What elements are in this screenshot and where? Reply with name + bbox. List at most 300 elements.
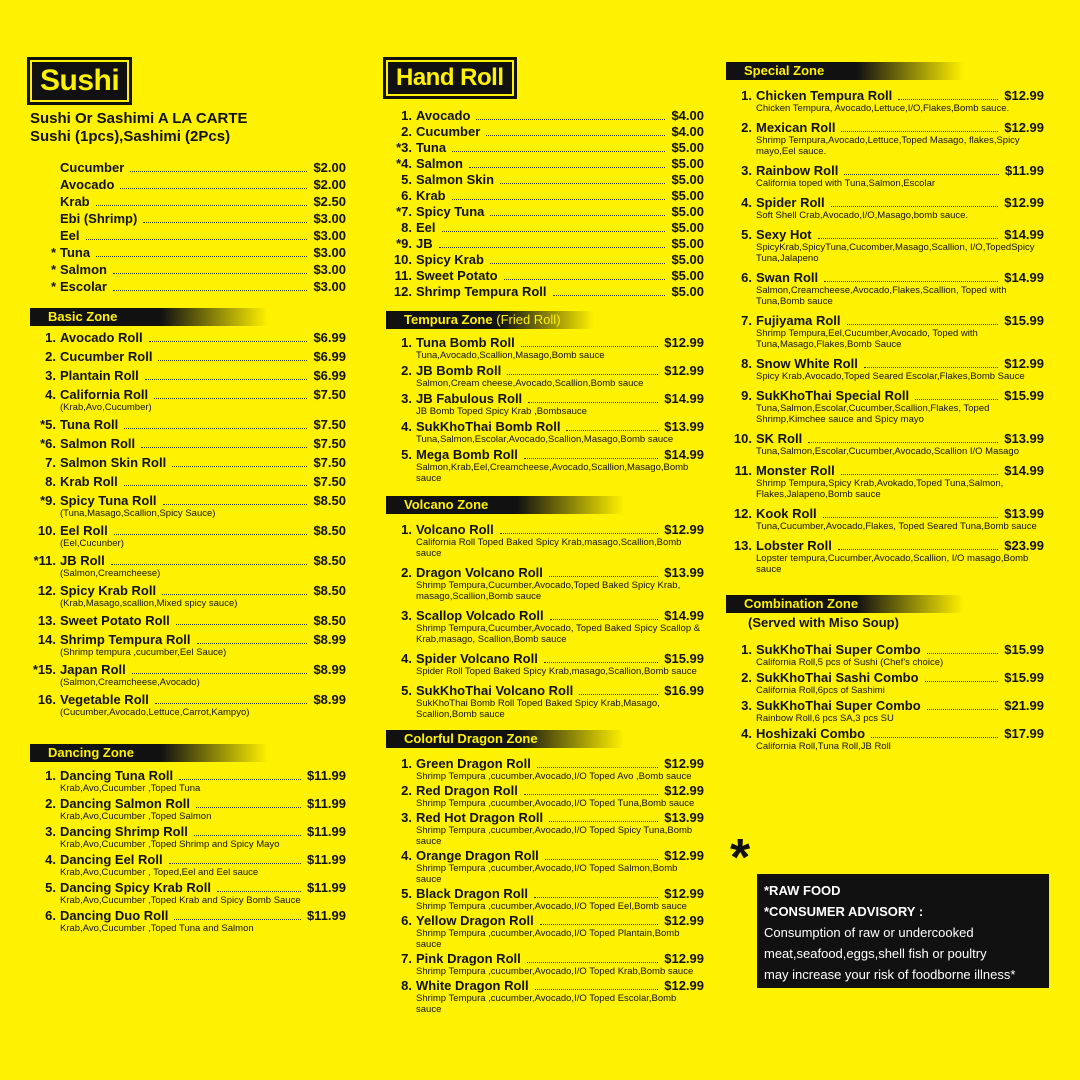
item-price: $4.00 bbox=[671, 108, 704, 123]
item-name: JB Fabulous Roll bbox=[416, 391, 523, 406]
item-name: White Dragon Roll bbox=[416, 978, 529, 993]
item-price: $14.99 bbox=[664, 447, 704, 462]
menu-item bbox=[30, 387, 346, 413]
dotted-leader bbox=[540, 915, 658, 925]
item-number: 6. bbox=[741, 270, 752, 285]
item-name: Green Dragon Roll bbox=[416, 756, 531, 771]
item-name: Dancing Duo Roll bbox=[60, 908, 169, 923]
menu-item bbox=[30, 852, 346, 878]
item-number: 13. bbox=[37, 613, 56, 628]
dotted-leader bbox=[490, 206, 665, 216]
item-name: SukKhoThai Special Roll bbox=[756, 388, 910, 403]
item-price: $12.99 bbox=[664, 363, 704, 378]
menu-item-row bbox=[726, 670, 1044, 685]
item-number: 3. bbox=[401, 608, 412, 623]
item-name: SukKhoThai Volcano Roll bbox=[416, 683, 574, 698]
item-price: $12.99 bbox=[664, 978, 704, 993]
column-middle bbox=[386, 0, 704, 1016]
menu-item bbox=[30, 228, 346, 243]
menu-item bbox=[726, 88, 1044, 114]
item-number: 6. bbox=[401, 913, 412, 928]
item-number: 1. bbox=[741, 642, 752, 657]
menu-item bbox=[386, 810, 704, 847]
combo-zone-list bbox=[726, 642, 1044, 752]
item-price: $12.99 bbox=[664, 951, 704, 966]
dotted-leader bbox=[550, 610, 659, 620]
item-price: $12.99 bbox=[664, 783, 704, 798]
item-name: JB bbox=[416, 236, 433, 251]
item-number: 4. bbox=[401, 651, 412, 666]
item-number: 16. bbox=[37, 692, 56, 707]
menu-item-row bbox=[30, 523, 346, 538]
item-name: Spicy Krab bbox=[416, 252, 484, 267]
dotted-leader bbox=[838, 540, 998, 550]
item-price: $3.00 bbox=[313, 228, 346, 243]
menu-item-row bbox=[386, 391, 704, 406]
item-name: Spider Volcano Roll bbox=[416, 651, 538, 666]
item-price: $3.00 bbox=[313, 245, 346, 260]
menu-item bbox=[30, 455, 346, 470]
item-description: Shrimp Tempura,Cucumber,Avocado, Toped Baked Spicy Scallop & Krab,masago, Scallion,Bomb sauce bbox=[416, 623, 701, 645]
menu-item bbox=[386, 108, 704, 123]
dotted-leader bbox=[844, 165, 999, 175]
asterisk-icon: * bbox=[730, 829, 751, 887]
item-price: $8.99 bbox=[313, 632, 346, 647]
item-description: California Roll,Tuna Roll,JB Roll bbox=[756, 741, 891, 752]
item-price: $5.00 bbox=[671, 220, 704, 235]
menu-item bbox=[30, 908, 346, 934]
dragon-zone-header bbox=[386, 730, 624, 748]
dotted-leader bbox=[524, 785, 658, 795]
item-price: $3.00 bbox=[313, 262, 346, 277]
tempura-zone-header bbox=[386, 311, 594, 329]
volcano-zone-list bbox=[386, 522, 704, 720]
dotted-leader bbox=[927, 700, 999, 710]
item-description: (Krab,Masago,scallion,Mixed spicy sauce) bbox=[60, 598, 238, 609]
dotted-leader bbox=[162, 585, 307, 595]
item-name: SukKhoThai Sashi Combo bbox=[756, 670, 919, 685]
item-price: $5.00 bbox=[671, 284, 704, 299]
dotted-leader bbox=[535, 980, 659, 990]
advisory-text-1: Consumption of raw or undercooked bbox=[764, 925, 974, 940]
menu-item-row bbox=[30, 177, 346, 192]
menu-item-row bbox=[386, 236, 704, 251]
item-name: Cucumber Roll bbox=[60, 349, 153, 364]
special-zone-list bbox=[726, 88, 1044, 575]
dotted-leader bbox=[124, 419, 307, 429]
dotted-leader bbox=[504, 270, 666, 280]
item-number: 2. bbox=[401, 124, 412, 139]
menu-item-row bbox=[726, 642, 1044, 657]
item-name: Salmon Skin Roll bbox=[60, 455, 167, 470]
item-price: $8.99 bbox=[313, 692, 346, 707]
item-price: $5.00 bbox=[671, 268, 704, 283]
item-number: 7. bbox=[741, 313, 752, 328]
advisory-text-2: meat,seafood,eggs,shell fish or poultry bbox=[764, 946, 987, 961]
dotted-leader bbox=[176, 615, 308, 625]
item-price: $8.50 bbox=[313, 613, 346, 628]
item-price: $7.50 bbox=[313, 387, 346, 402]
item-price: $12.99 bbox=[1004, 120, 1044, 135]
item-name: Mexican Roll bbox=[756, 120, 836, 135]
item-number: 3. bbox=[741, 163, 752, 178]
item-description: Shrimp Tempura ,cucumber,Avocado,I/O Toped Tuna,Bomb sauce bbox=[416, 798, 695, 809]
item-description: (Cucumber,Avocado,Lettuce,Carrot,Kampyo) bbox=[60, 707, 250, 718]
dotted-leader bbox=[566, 421, 658, 431]
menu-item bbox=[726, 388, 1044, 425]
item-name: Avocado bbox=[416, 108, 471, 123]
menu-item bbox=[386, 188, 704, 203]
menu-item bbox=[726, 642, 1044, 668]
menu-item-row bbox=[726, 313, 1044, 328]
combo-zone-header bbox=[726, 595, 964, 613]
item-description: Salmon,Creamcheese,Avocado,Flakes,Scallion, Toped with Tuna,Bomb sauce bbox=[756, 285, 1007, 307]
menu-item bbox=[30, 583, 346, 609]
sushi-list bbox=[30, 160, 346, 294]
dancing-zone-header bbox=[30, 744, 268, 762]
menu-item-row bbox=[726, 538, 1044, 553]
dotted-leader bbox=[96, 247, 307, 257]
menu-item bbox=[386, 447, 704, 484]
dotted-leader bbox=[824, 272, 998, 282]
item-price: $17.99 bbox=[1004, 726, 1044, 741]
menu-item-row bbox=[726, 227, 1044, 242]
item-price: $14.99 bbox=[1004, 270, 1044, 285]
menu-item-row bbox=[30, 245, 346, 260]
item-description: Shrimp Tempura ,cucumber,Avocado,I/O Toped Spicy Tuna,Bomb sauce bbox=[416, 825, 693, 847]
advisory-text-3: may increase your risk of foodborne illness* bbox=[764, 967, 1016, 982]
item-name: Cucumber bbox=[60, 160, 125, 175]
menu-item bbox=[386, 608, 704, 645]
item-description: Chicken Tempura, Avocado,Lettuce,I/O,Flakes,Bomb sauce. bbox=[756, 103, 1010, 114]
menu-item-row bbox=[30, 796, 346, 811]
menu-item bbox=[30, 177, 346, 192]
menu-item-row bbox=[386, 447, 704, 462]
item-number: 12. bbox=[733, 506, 752, 521]
item-description: (Shrimp tempura ,cucumber,Eel Sauce) bbox=[60, 647, 227, 658]
item-number: * bbox=[50, 262, 56, 277]
item-name: Ebi (Shrimp) bbox=[60, 211, 138, 226]
menu-item bbox=[386, 683, 704, 720]
item-name: Volcano Roll bbox=[416, 522, 494, 537]
menu-item bbox=[30, 632, 346, 658]
item-name: Eel bbox=[416, 220, 436, 235]
item-number: * bbox=[50, 279, 56, 294]
menu-item bbox=[386, 756, 704, 782]
menu-item bbox=[30, 279, 346, 294]
item-number: 3. bbox=[45, 368, 56, 383]
item-description: (Eel,Cucunber) bbox=[60, 538, 124, 549]
menu-item bbox=[30, 880, 346, 906]
item-price: $5.00 bbox=[671, 140, 704, 155]
item-name: Dancing Shrimp Roll bbox=[60, 824, 188, 839]
item-price: $7.50 bbox=[313, 417, 346, 432]
item-price: $12.99 bbox=[1004, 356, 1044, 371]
item-price: $8.99 bbox=[313, 662, 346, 677]
dotted-leader bbox=[86, 230, 308, 240]
dotted-leader bbox=[527, 953, 659, 963]
item-price: $21.99 bbox=[1004, 698, 1044, 713]
item-number: 8. bbox=[45, 474, 56, 489]
dotted-leader bbox=[194, 826, 301, 836]
menu-item bbox=[30, 262, 346, 277]
item-description: Tuna,Salmon,Escolar,Cucumber,Scallion,Flakes, Toped Shrimp,Kimchee sauce and Spicy mayo bbox=[756, 403, 990, 425]
menu-item-row bbox=[386, 886, 704, 901]
menu-item-row bbox=[386, 140, 704, 155]
item-description: Krab,Avo,Cucumber ,Toped Tuna and Salmon bbox=[60, 923, 254, 934]
basic-zone-list bbox=[30, 330, 346, 718]
menu-item-row bbox=[30, 632, 346, 647]
menu-item bbox=[30, 330, 346, 345]
item-price: $3.00 bbox=[313, 211, 346, 226]
menu-item bbox=[30, 245, 346, 260]
menu-item bbox=[30, 692, 346, 718]
item-name: Pink Dragon Roll bbox=[416, 951, 521, 966]
item-price: $8.50 bbox=[313, 583, 346, 598]
item-name: JB Roll bbox=[60, 553, 105, 568]
basic-zone-header bbox=[30, 308, 268, 326]
item-name: Dragon Volcano Roll bbox=[416, 565, 543, 580]
item-name: Orange Dragon Roll bbox=[416, 848, 539, 863]
menu-item-row bbox=[386, 156, 704, 171]
dotted-leader bbox=[831, 197, 999, 207]
item-price: $15.99 bbox=[1004, 313, 1044, 328]
menu-item-row bbox=[30, 553, 346, 568]
item-price: $11.99 bbox=[306, 880, 346, 895]
item-number: 10. bbox=[37, 523, 56, 538]
item-number: 10. bbox=[393, 252, 412, 267]
item-name: Salmon Skin bbox=[416, 172, 495, 187]
menu-item-row bbox=[386, 810, 704, 825]
item-number: 4. bbox=[45, 852, 56, 867]
item-number: 5. bbox=[741, 227, 752, 242]
menu-item-row bbox=[726, 270, 1044, 285]
dotted-leader bbox=[476, 110, 665, 120]
menu-item-row bbox=[386, 913, 704, 928]
item-name: Sweet Potato Roll bbox=[60, 613, 170, 628]
menu-item-row bbox=[30, 824, 346, 839]
menu-item bbox=[30, 493, 346, 519]
menu-item-row bbox=[386, 172, 704, 187]
dancing-zone-title: Dancing Zone bbox=[48, 745, 134, 760]
menu-item bbox=[386, 783, 704, 809]
menu-item bbox=[386, 252, 704, 267]
item-description: SukKhoThai Bomb Roll Toped Baked Spicy Krab,Masago, Scallion,Bomb sauce bbox=[416, 698, 660, 720]
item-name: Krab Roll bbox=[60, 474, 118, 489]
item-description: Tuna,Avocado,Scallion,Masago,Bomb sauce bbox=[416, 350, 605, 361]
menu-item bbox=[386, 335, 704, 361]
dotted-leader bbox=[163, 495, 308, 505]
menu-item bbox=[30, 436, 346, 451]
tempura-zone-list bbox=[386, 335, 704, 484]
item-number: 1. bbox=[741, 88, 752, 103]
dotted-leader bbox=[155, 694, 308, 704]
item-number: 1. bbox=[45, 768, 56, 783]
item-number: 2. bbox=[401, 363, 412, 378]
dotted-leader bbox=[490, 254, 666, 264]
item-price: $2.00 bbox=[313, 160, 346, 175]
menu-item-row bbox=[726, 120, 1044, 135]
item-price: $12.99 bbox=[1004, 88, 1044, 103]
item-name: SK Roll bbox=[756, 431, 803, 446]
menu-item bbox=[386, 522, 704, 559]
volcano-zone-title: Volcano Zone bbox=[404, 497, 489, 512]
menu-item-row bbox=[386, 108, 704, 123]
menu-item-row bbox=[386, 565, 704, 580]
item-price: $12.99 bbox=[664, 522, 704, 537]
item-number: 1. bbox=[401, 522, 412, 537]
menu-item bbox=[30, 417, 346, 432]
menu-item-row bbox=[30, 692, 346, 707]
menu-item bbox=[726, 163, 1044, 189]
menu-item bbox=[30, 160, 346, 175]
item-name: Krab bbox=[60, 194, 90, 209]
item-price: $12.99 bbox=[664, 848, 704, 863]
dotted-leader bbox=[196, 798, 301, 808]
menu-item-row bbox=[726, 356, 1044, 371]
dotted-leader bbox=[113, 264, 307, 274]
item-price: $13.99 bbox=[1004, 431, 1044, 446]
item-number: 6. bbox=[401, 188, 412, 203]
item-price: $5.00 bbox=[671, 188, 704, 203]
item-price: $15.99 bbox=[1004, 388, 1044, 403]
item-name: SukKhoThai Bomb Roll bbox=[416, 419, 561, 434]
menu-item-row bbox=[386, 651, 704, 666]
item-name: Avocado bbox=[60, 177, 115, 192]
tempura-zone-subtitle: (Fried Roll) bbox=[496, 312, 561, 327]
dotted-leader bbox=[528, 393, 658, 403]
menu-item-row bbox=[30, 583, 346, 598]
item-name: SukKhoThai Super Combo bbox=[756, 642, 921, 657]
item-description: Soft Shell Crab,Avocado,I/O,Masago,bomb sauce. bbox=[756, 210, 969, 221]
item-price: $5.00 bbox=[671, 236, 704, 251]
menu-item-row bbox=[30, 330, 346, 345]
item-price: $6.99 bbox=[313, 368, 346, 383]
menu-item-row bbox=[386, 124, 704, 139]
item-description: Shrimp Tempura ,cucumber,Avocado,I/O Toped Eel,Bomb sauce bbox=[416, 901, 687, 912]
item-number: 12. bbox=[393, 284, 412, 299]
dotted-leader bbox=[579, 685, 658, 695]
item-price: $2.00 bbox=[313, 177, 346, 192]
item-description: (Salmon,Creamcheese,Avocado) bbox=[60, 677, 200, 688]
dotted-leader bbox=[549, 812, 658, 822]
item-name: Spicy Krab Roll bbox=[60, 583, 157, 598]
item-description: Krab,Avo,Cucumber ,Toped Tuna bbox=[60, 783, 201, 794]
menu-item-row bbox=[30, 279, 346, 294]
dancing-zone-list bbox=[30, 768, 346, 934]
item-name: Vegetable Roll bbox=[60, 692, 149, 707]
item-price: $6.99 bbox=[313, 349, 346, 364]
item-number: * bbox=[50, 245, 56, 260]
menu-item bbox=[726, 313, 1044, 350]
item-description: SpicyKrab,SpicyTuna,Cucomber,Masago,Scallion, I/O,TopedSpicy Tuna,Jalapeno bbox=[756, 242, 1035, 264]
item-name: Salmon Roll bbox=[60, 436, 136, 451]
dotted-leader bbox=[534, 888, 658, 898]
item-price: $13.99 bbox=[1004, 506, 1044, 521]
item-number: 8. bbox=[741, 356, 752, 371]
hand-roll-title: Hand Roll bbox=[386, 60, 514, 96]
dotted-leader bbox=[145, 370, 308, 380]
item-description: (Krab,Avo,Cucumber) bbox=[60, 402, 152, 413]
dotted-leader bbox=[469, 158, 665, 168]
sushi-title-wrap bbox=[30, 60, 346, 102]
menu-item-row bbox=[30, 228, 346, 243]
menu-item bbox=[386, 391, 704, 417]
dotted-leader bbox=[143, 213, 307, 223]
menu-item-row bbox=[30, 613, 346, 628]
menu-item-row bbox=[30, 455, 346, 470]
dotted-leader bbox=[179, 770, 301, 780]
menu-item-row bbox=[386, 268, 704, 283]
item-description: Shrimp Tempura,Spicy Krab,Avokado,Toped Tuna,Salmon, Flakes,Jalapeno,Bomb sauce bbox=[756, 478, 1004, 500]
dotted-leader bbox=[174, 910, 301, 920]
item-price: $5.00 bbox=[671, 172, 704, 187]
menu-item-row bbox=[30, 436, 346, 451]
item-name: Swan Roll bbox=[756, 270, 819, 285]
dotted-leader bbox=[808, 433, 998, 443]
menu-item bbox=[726, 120, 1044, 157]
dotted-leader bbox=[927, 644, 999, 654]
dotted-leader bbox=[818, 229, 999, 239]
menu-item-row bbox=[30, 474, 346, 489]
item-number: 5. bbox=[401, 447, 412, 462]
dotted-leader bbox=[113, 281, 307, 291]
item-name: Tuna Roll bbox=[60, 417, 119, 432]
item-number: 1. bbox=[401, 756, 412, 771]
item-name: Red Dragon Roll bbox=[416, 783, 518, 798]
item-price: $2.50 bbox=[313, 194, 346, 209]
menu-item-row bbox=[386, 252, 704, 267]
menu-item-row bbox=[30, 387, 346, 402]
combo-zone-title: Combination Zone bbox=[744, 596, 859, 611]
dotted-leader bbox=[898, 90, 998, 100]
menu-item-row bbox=[386, 756, 704, 771]
menu-item-row bbox=[386, 363, 704, 378]
menu-item bbox=[726, 227, 1044, 264]
dotted-leader bbox=[217, 882, 301, 892]
menu-item bbox=[386, 913, 704, 950]
menu-item-row bbox=[30, 349, 346, 364]
menu-item bbox=[386, 565, 704, 602]
item-name: Salmon bbox=[416, 156, 463, 171]
item-number: *9. bbox=[40, 493, 56, 508]
item-description: Shrimp Tempura,Eel,Cucumber,Avocado, Toped with Tuna,Masago,Flakes,Bomb Sauce bbox=[756, 328, 978, 350]
item-price: $5.00 bbox=[671, 252, 704, 267]
item-name: Fujiyama Roll bbox=[756, 313, 841, 328]
menu-item bbox=[726, 463, 1044, 500]
item-number: 12. bbox=[37, 583, 56, 598]
item-name: Kook Roll bbox=[756, 506, 817, 521]
hand-roll-list bbox=[386, 108, 704, 299]
item-name: Dancing Eel Roll bbox=[60, 852, 163, 867]
special-zone-title: Special Zone bbox=[744, 63, 825, 78]
item-name: Rainbow Roll bbox=[756, 163, 839, 178]
item-number: 4. bbox=[741, 726, 752, 741]
menu-item-row bbox=[386, 683, 704, 698]
dotted-leader bbox=[120, 179, 307, 189]
menu-item bbox=[386, 204, 704, 219]
dotted-leader bbox=[553, 286, 666, 296]
menu-item-row bbox=[30, 194, 346, 209]
menu-item bbox=[726, 270, 1044, 307]
item-name: Cucumber bbox=[416, 124, 481, 139]
menu-item bbox=[726, 726, 1044, 752]
item-number: *4. bbox=[396, 156, 412, 171]
menu-item bbox=[30, 474, 346, 489]
volcano-zone-header bbox=[386, 496, 624, 514]
item-description: Shrimp Tempura,Cucumber,Avocado,Toped Baked Spicy Krab, masago,Scallion,Bomb sauce bbox=[416, 580, 681, 602]
item-description: Salmon,Krab,Eel,Creamcheese,Avocado,Scallion,Masago,Bomb sauce bbox=[416, 462, 689, 484]
